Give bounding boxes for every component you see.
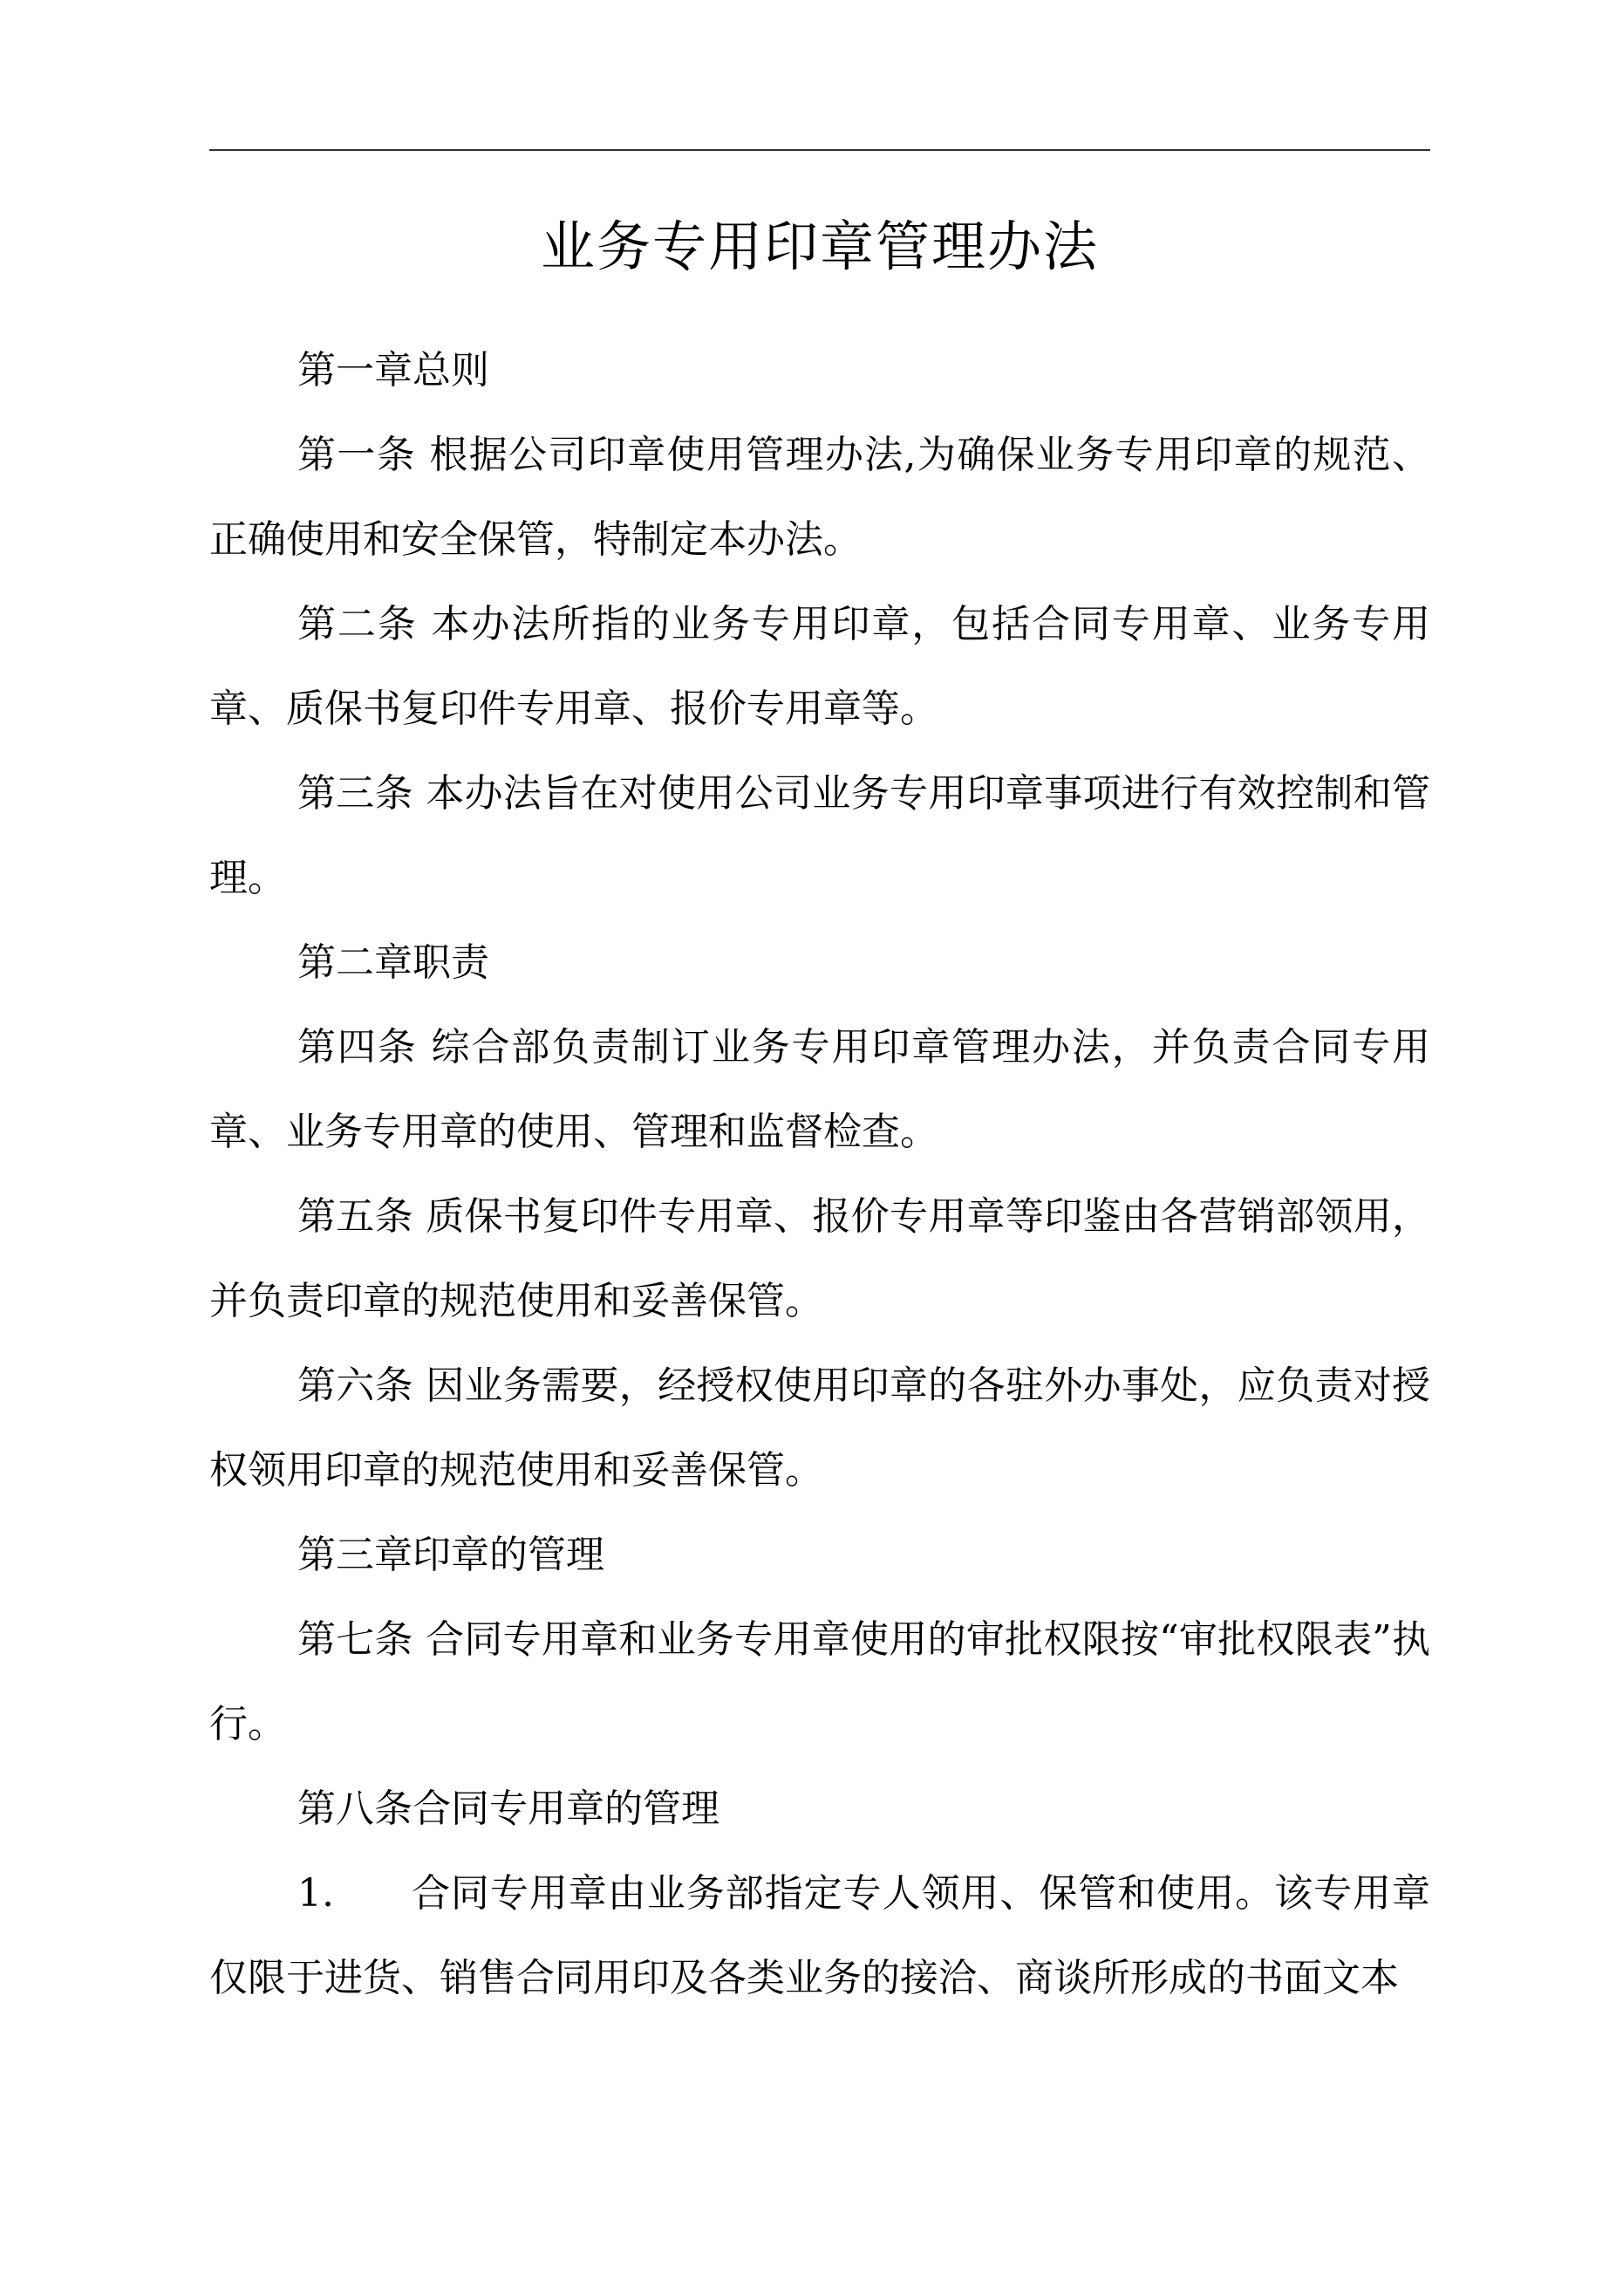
chapter-heading-2: 第二章职责: [297, 940, 489, 985]
chapter-heading-1: 第一章总则: [297, 348, 489, 393]
list-item-text: 合同专用章由业务部指定专人领用、保管和使用。该专用章仅限于进货、销售合同用印及各类业务的接洽、商谈所形成的书面文本: [209, 1871, 1430, 2000]
list-item-number: 1.: [297, 1871, 334, 1916]
article-8: 第八条合同专用章的管理: [297, 1787, 719, 1831]
article-6: 第六条 因业务需要，经授权使用印章的各驻外办事处，应负责对授权领用印章的规范使用和妥善保管。: [209, 1363, 1430, 1493]
chapter-heading-3: 第三章印章的管理: [297, 1533, 604, 1577]
document-title: 业务专用印章管理办法: [540, 215, 1099, 278]
list-item: [209, 1851, 1430, 2020]
article-5: 第五条 质保书复印件专用章、报价专用章等印鉴由各营销部领用，并负责印章的规范使用和妥善保管。: [209, 1194, 1430, 1323]
article-2: 第二条 本办法所指的业务专用印章，包括合同专用章、业务专用章、质保书复印件专用章、报价专用章等。: [209, 602, 1430, 731]
header-rule: [209, 149, 1430, 151]
article-4: 第四条 综合部负责制订业务专用印章管理办法，并负责合同专用章、业务专用章的使用、管理和监督检查。: [209, 1025, 1430, 1154]
article-1: 第一条 根据公司印章使用管理办法,为确保业务专用印章的规范、正确使用和安全保管，特制定本办法。: [209, 433, 1430, 562]
article-3: 第三条 本办法旨在对使用公司业务专用印章事项进行有效控制和管理。: [209, 771, 1430, 900]
article-7: 第七条 合同专用章和业务专用章使用的审批权限按“审批权限表”执行。: [209, 1617, 1430, 1746]
document-body: [209, 328, 1430, 2020]
